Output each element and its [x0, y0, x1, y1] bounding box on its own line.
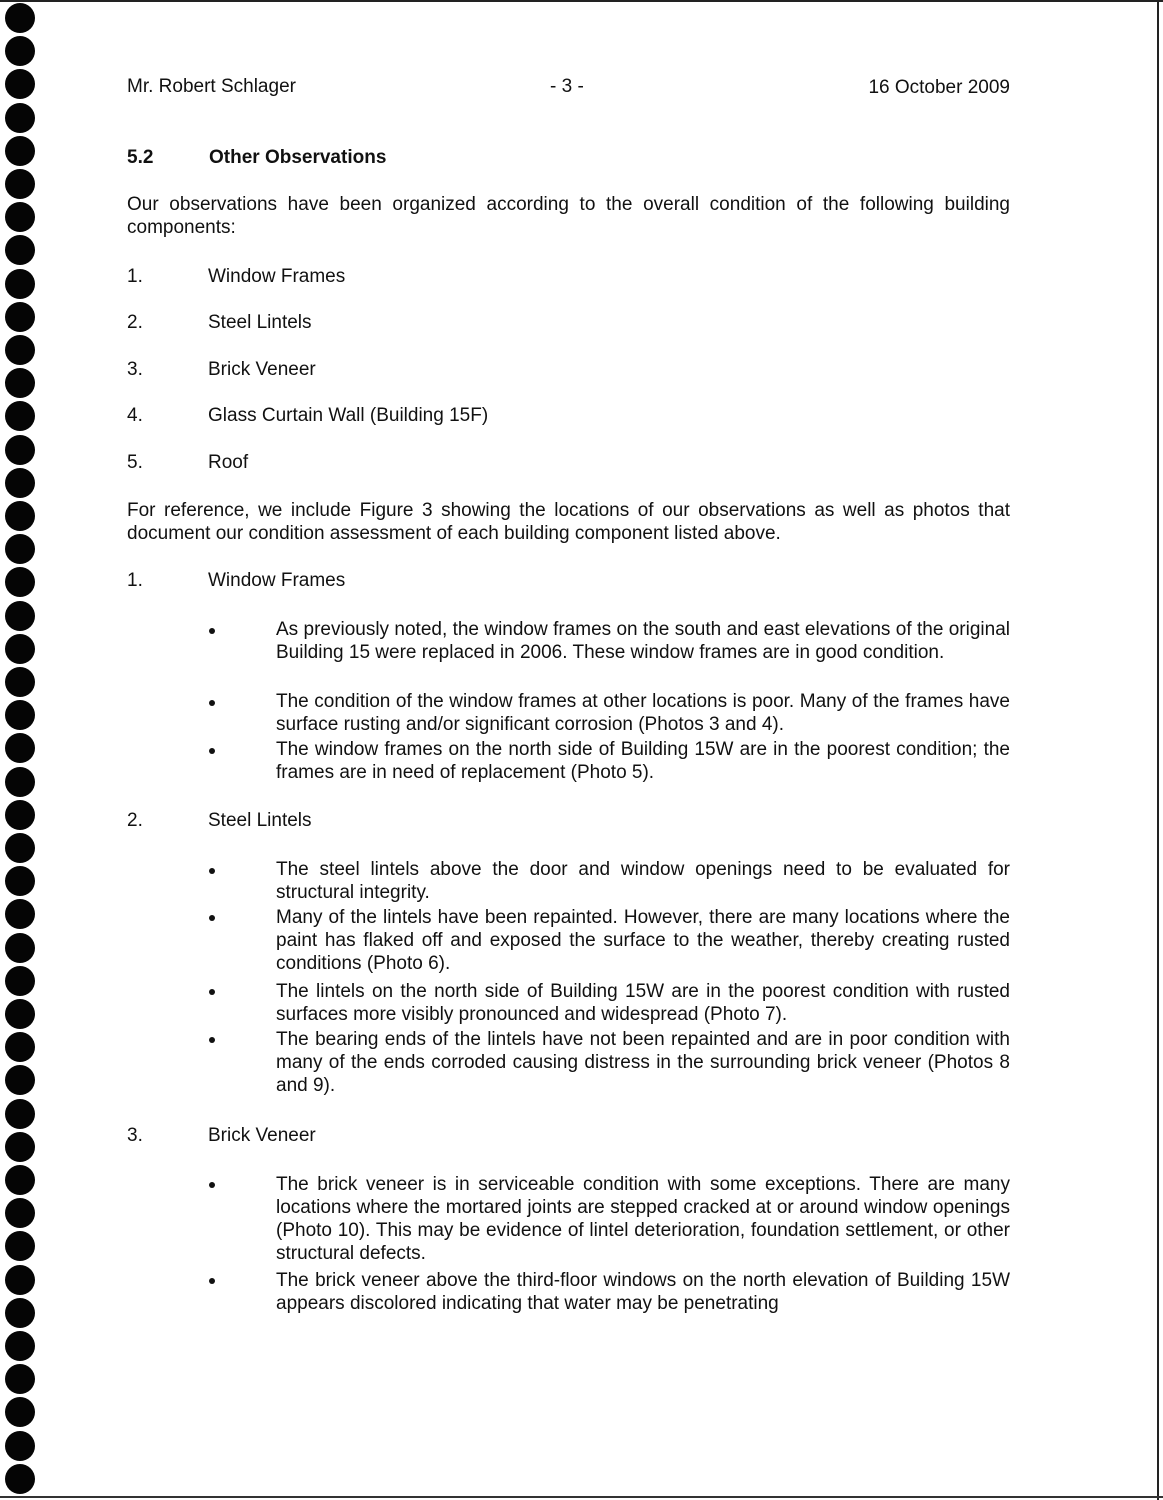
binding-hole — [5, 136, 35, 166]
bullet-dot — [209, 1182, 215, 1188]
binding-hole — [5, 1364, 35, 1394]
binding-hole — [5, 999, 35, 1029]
detail-bullet-text: Many of the lintels have been repainted. However, there are many locations where the paint has flaked off and exposed the surface to the weather, thereby creating rusted conditions (Photo 6). — [276, 907, 1010, 974]
detail-label: Brick Veneer — [208, 1125, 316, 1146]
component-label: Glass Curtain Wall (Building 15F) — [208, 405, 489, 426]
detail-bullet-text: The steel lintels above the door and window openings need to be evaluated for structural integrity. — [276, 859, 1010, 903]
binding-hole — [5, 269, 35, 299]
binding-hole — [5, 634, 35, 664]
binding-hole — [5, 103, 35, 133]
reference-paragraph: For reference, we include Figure 3 showing the locations of our observations as well as photos that document our condition assessment of each building component listed above. — [127, 500, 1010, 544]
detail-bullet-text: The lintels on the north side of Building 15W are in the poorest condition with rusted surfaces more visibly pronounced and widespread (Photo 7). — [276, 981, 1010, 1025]
binding-hole — [5, 202, 35, 232]
binding-hole — [5, 435, 35, 465]
detail-bullet-text: The window frames on the north side of Building 15W are in the poorest condition; the frames are in need of replacement (Photo 5). — [276, 739, 1010, 783]
binding-holes — [0, 0, 40, 1500]
header-page-number: - 3 - — [550, 76, 584, 97]
detail-bullet-text: As previously noted, the window frames on the south and east elevations of the original Building 15 were replaced in 2006. These window frames are in good condition. — [276, 619, 1010, 663]
bullet-dot — [209, 700, 215, 706]
binding-hole — [5, 1032, 35, 1062]
binding-hole — [5, 601, 35, 631]
binding-hole — [5, 700, 35, 730]
page-border-top — [0, 0, 1163, 2]
detail-bullet-text: The condition of the window frames at other locations is poor. Many of the frames have surface rusting and/or significant corrosion (Photos 3 and 4). — [276, 691, 1010, 735]
binding-hole — [5, 401, 35, 431]
component-label: Roof — [208, 452, 249, 473]
component-number: 3. — [127, 359, 143, 380]
header-recipient: Mr. Robert Schlager — [127, 76, 296, 97]
bullet-dot — [209, 989, 215, 995]
detail-bullet-text: The brick veneer is in serviceable condition with some exceptions. There are many locations where the mortared joints are stepped cracked at or around window openings (Photo 10). This may be evidence of lintel deterioration, foundation settlement, or other structural defects. — [276, 1174, 1010, 1264]
page-border-bottom — [0, 1496, 1163, 1498]
binding-hole — [5, 235, 35, 265]
binding-hole — [5, 1132, 35, 1162]
binding-hole — [5, 1198, 35, 1228]
bullet-dot — [209, 915, 215, 921]
binding-hole — [5, 833, 35, 863]
intro-paragraph: Our observations have been organized according to the overall condition of the following building components: — [127, 194, 1010, 238]
component-label: Brick Veneer — [208, 359, 316, 380]
binding-hole — [5, 933, 35, 963]
binding-hole — [5, 3, 35, 33]
binding-hole — [5, 899, 35, 929]
component-number: 1. — [127, 266, 143, 287]
binding-hole — [5, 1065, 35, 1095]
detail-bullet-text: The brick veneer above the third-floor windows on the north elevation of Building 15W appears discolored indicating that water may be penetrating — [276, 1270, 1010, 1314]
binding-hole — [5, 335, 35, 365]
binding-hole — [5, 866, 35, 896]
binding-hole — [5, 800, 35, 830]
bullet-dot — [209, 868, 215, 874]
header-date: 16 October 2009 — [868, 77, 1010, 98]
detail-label: Window Frames — [208, 570, 346, 591]
binding-hole — [5, 1165, 35, 1195]
binding-hole — [5, 733, 35, 763]
bullet-dot — [209, 1278, 215, 1284]
section-title: Other Observations — [209, 147, 387, 168]
binding-hole — [5, 1464, 35, 1494]
component-number: 4. — [127, 405, 143, 426]
binding-hole — [5, 69, 35, 99]
component-number: 5. — [127, 452, 143, 473]
component-label: Window Frames — [208, 266, 346, 287]
binding-hole — [5, 302, 35, 332]
binding-hole — [5, 767, 35, 797]
component-number: 2. — [127, 312, 143, 333]
section-number: 5.2 — [127, 147, 154, 168]
detail-bullet-text: The bearing ends of the lintels have not been repainted and are in poor condition with many of the ends corroded causing distress in the surrounding brick veneer (Photos 8 and 9). — [276, 1029, 1010, 1096]
binding-hole — [5, 966, 35, 996]
bullet-dot — [209, 1037, 215, 1043]
component-label: Steel Lintels — [208, 312, 312, 333]
binding-hole — [5, 667, 35, 697]
binding-hole — [5, 1331, 35, 1361]
detail-number: 2. — [127, 810, 143, 831]
binding-hole — [5, 36, 35, 66]
detail-number: 3. — [127, 1125, 143, 1146]
binding-hole — [5, 468, 35, 498]
binding-hole — [5, 534, 35, 564]
binding-hole — [5, 501, 35, 531]
binding-hole — [5, 1298, 35, 1328]
binding-hole — [5, 368, 35, 398]
binding-hole — [5, 1231, 35, 1261]
bullet-dot — [209, 748, 215, 754]
detail-number: 1. — [127, 570, 143, 591]
binding-hole — [5, 1265, 35, 1295]
binding-hole — [5, 1099, 35, 1129]
binding-hole — [5, 1397, 35, 1427]
bullet-dot — [209, 628, 215, 634]
binding-hole — [5, 1431, 35, 1461]
binding-hole — [5, 567, 35, 597]
page-border-right — [1157, 0, 1159, 1500]
binding-hole — [5, 169, 35, 199]
detail-label: Steel Lintels — [208, 810, 312, 831]
